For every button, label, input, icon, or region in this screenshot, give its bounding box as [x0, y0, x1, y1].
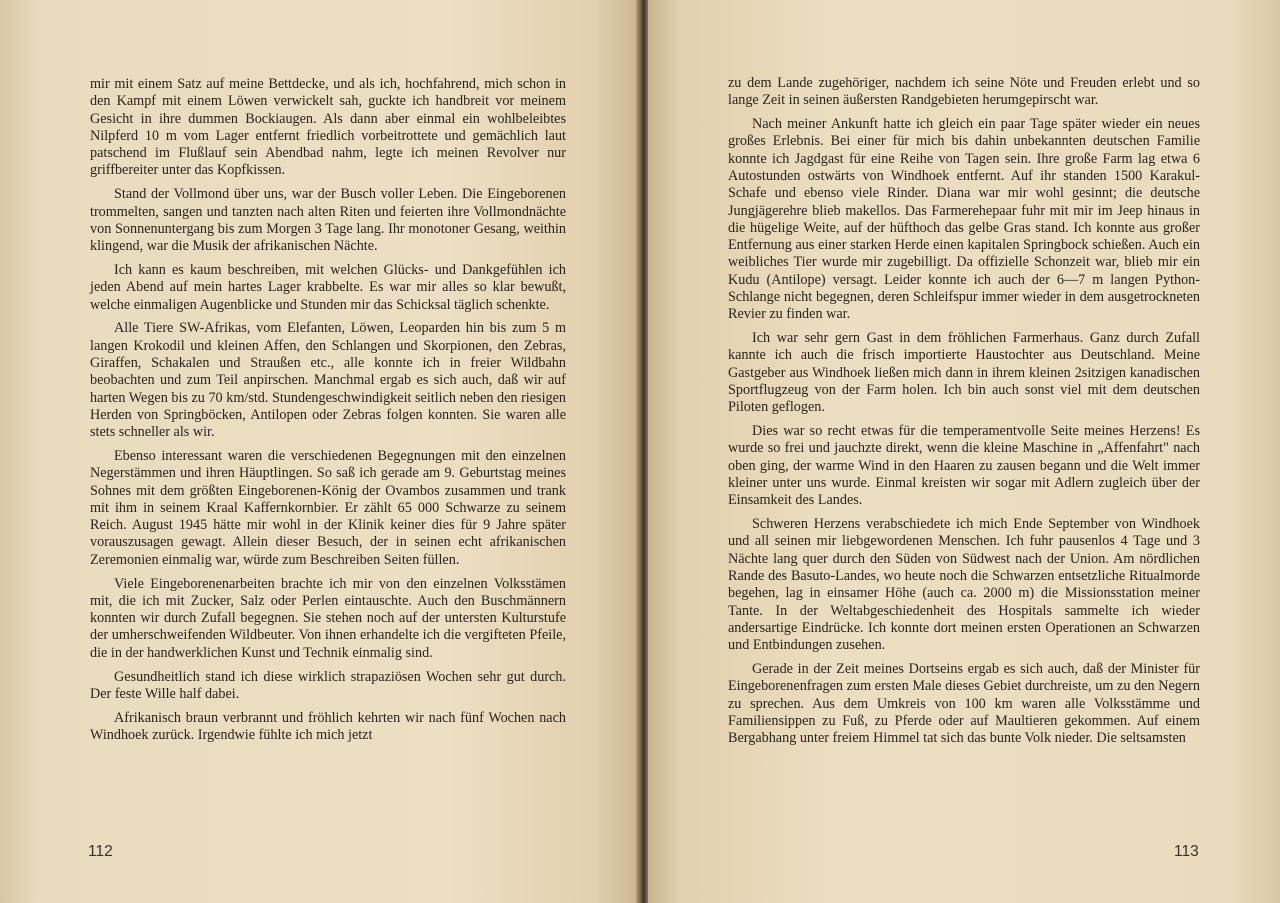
paragraph: Gesundheitlich stand ich diese wirklich strapaziösen Wochen sehr gut durch. Der feste Wille half dabei.: [90, 668, 566, 702]
paragraph: Schweren Herzens verabschiedete ich mich Ende September von Windhoek und all seinen mir liebgewordenen Menschen. Ich fuhr pausenlos 4 Tage und 3 Nächte lang quer durch den Süden von Südwest nach der Union. Am nördlichen Rande des Basuto-Landes, wo heute noch die Schwarzen entsetzliche Ritualmorde begehen, lag in einsamer Höhe (auch ca. 2000 m) die Missionsstation meiner Tante. In der Weltabgeschiedenheit des Hospitals sammelte ich wieder andersartige Eindrücke. Ich konnte dort meinen ersten Operationen an Schwarzen und Entbindungen zusehen.: [728, 516, 1200, 654]
left-page-text: [90, 76, 566, 751]
paragraph: Ich war sehr gern Gast in dem fröhlichen Farmerhaus. Ganz durch Zufall kannte ich auch die frisch importierte Haustochter aus Deutschland. Meine Gastgeber aus Windhoek ließen mich dann in ihrem kleinen 2sitzigen kanadischen Sportflugzeug von der Farm holen. Ich bin auch sonst viel mit dem deutschen Piloten geflogen.: [728, 330, 1200, 416]
page-number: 113: [1174, 843, 1199, 860]
paragraph: Viele Eingeborenenarbeiten brachte ich mir von den einzelnen Volksstämen mit, die ich mit Zucker, Salz oder Perlen eintauschte. Auch den Buschmännern konnten wir durch Zufall begegnen. Sie stehen noch auf der untersten Kulturstufe der umherschweifenden Wildbeuter. Von ihnen erhandelte ich die vergifteten Pfeile, die in der handwerklichen Kunst und Technik einmalig sind.: [90, 575, 566, 661]
right-page: [648, 0, 1280, 903]
paragraph: Ich kann es kaum beschreiben, mit welchen Glücks- und Dankgefühlen ich jeden Abend auf mein hartes Lager krabbelte. Es war mir alles so klar bewußt, welche einmaligen Augenblicke und Stunden mir das Schicksal täglich schenkte.: [90, 261, 566, 313]
paragraph: Gerade in der Zeit meines Dortseins ergab es sich auch, daß der Minister für Eingeborenenfragen zum ersten Male dieses Gebiet durchreiste, um zu den Negern zu sprechen. Aus dem Umkreis von 100 km waren alle Volksstämme und Familiensippen zu Fuß, zu Pferde oder auf Maultieren gekommen. Auf einem Bergabhang unter freiem Himmel tat sich das bunte Volk nieder. Die seltsamsten: [728, 661, 1200, 747]
right-page-text: [728, 75, 1200, 754]
paragraph: Ebenso interessant waren die verschiedenen Begegnungen mit den einzelnen Negerstämmen und ihren Häuptlingen. So saß ich gerade am 9. Geburtstag meines Sohnes mit dem größten Eingeborenen-König der Ovambos zusammen und trank mit ihm in seinem Kraal Kaffernkornbier. Er zählt 65 000 Schwarze zu seinem Reich. August 1945 hätte mir wohl in der Klinik keiner dies für 9 Jahre später vorauszusagen gewagt. Allein dieser Besuch, der in seinen echt afrikanischen Zeremonien einmalig war, würde zum Beschreiben Seiten füllen.: [90, 447, 566, 568]
page-number: 112: [88, 843, 113, 860]
paragraph: Alle Tiere SW-Afrikas, vom Elefanten, Löwen, Leoparden hin bis zum 5 m langen Krokodil und kleinen Affen, den Schlangen und Skorpionen, den Zebras, Giraffen, Schakalen und Straußen etc., alle konnte ich in freier Wildbahn beobachten und zum Teil anpirschen. Manchmal ergab es sich auch, daß wir auf harten Wegen bis zu 70 km/std. Stundengeschwindigkeit seitlich neben den riesigen Herden von Springböcken, Antilopen oder Zebras folgen konnten. Sie waren alle stets schneller als wir.: [90, 320, 566, 441]
paragraph: Dies war so recht etwas für die temperamentvolle Seite meines Herzens! Es wurde so frei und jauchzte direkt, wenn die kleine Maschine in „Affenfahrt" nach oben ging, der warme Wind in den Haaren zu zausen begann und die Welt immer kleiner unter uns wurde. Einmal kreisten wir sogar mit Adlern zugleich über der Einsamkeit des Landes.: [728, 423, 1200, 509]
paragraph: Stand der Vollmond über uns, war der Busch voller Leben. Die Eingeborenen trommelten, sangen und tanzten nach alten Riten und feierten ihre Vollmondnächte von Sonnenuntergang bis zum Morgen 3 Tage lang. Ihr monotoner Gesang, weithin klingend, war die Musik der afrikanischen Nächte.: [90, 186, 566, 255]
paragraph: mir mit einem Satz auf meine Bettdecke, und als ich, hochfahrend, mich schon in den Kampf mit einem Löwen verwickelt sah, guckte ich handbreit vor meinem Gesicht in ihre dummen Bockiaugen. Als dann aber einmal ein wohlbeleibtes Nilpferd 10 m vom Lager entfernt friedlich vorbeitrottete und gemächlich laut patschend im Flußlauf sein Abendbad nahm, legte ich meinen Revolver nur griffbereiter unter das Kopfkissen.: [90, 76, 566, 179]
paragraph: Nach meiner Ankunft hatte ich gleich ein paar Tage später wieder ein neues großes Erlebnis. Bei einer für mich bis dahin unbekannten deutschen Familie konnte ich Jagdgast für eine Reihe von Tagen sein. Ihre große Farm lag etwa 6 Autostunden ostwärts von Windhoek entfernt. Auf ihr standen 1500 Karakul-Schafe und ebenso viele Rinder. Diana war mir wohl gesinnt; die deutsche Jungjägerehre blieb makellos. Das Farmerehepaar fuhr mit mir im Jeep hinaus in die hügelige Weite, auf der hüfthoch das gelbe Gras stand. Ich konnte aus großer Entfernung aus einer starken Herde einen kapitalen Springbock schießen. Auch ein weibliches Tier wurde mir zugebilligt. Da offizielle Schonzeit war, blieb mir ein Kudu (Antilope) versagt. Leider konnte ich auch der 6—7 m langen Python-Schlange nicht begegnen, deren Schleifspur immer wieder in dem ausgetrockneten Revier zu finden war.: [728, 116, 1200, 323]
paragraph: Afrikanisch braun verbrannt und fröhlich kehrten wir nach fünf Wochen nach Windhoek zurück. Irgendwie fühlte ich mich jetzt: [90, 709, 566, 743]
paragraph: zu dem Lande zugehöriger, nachdem ich seine Nöte und Freuden erlebt und so lange Zeit in seinen äußersten Randgebieten herumgepirscht war.: [728, 75, 1200, 109]
